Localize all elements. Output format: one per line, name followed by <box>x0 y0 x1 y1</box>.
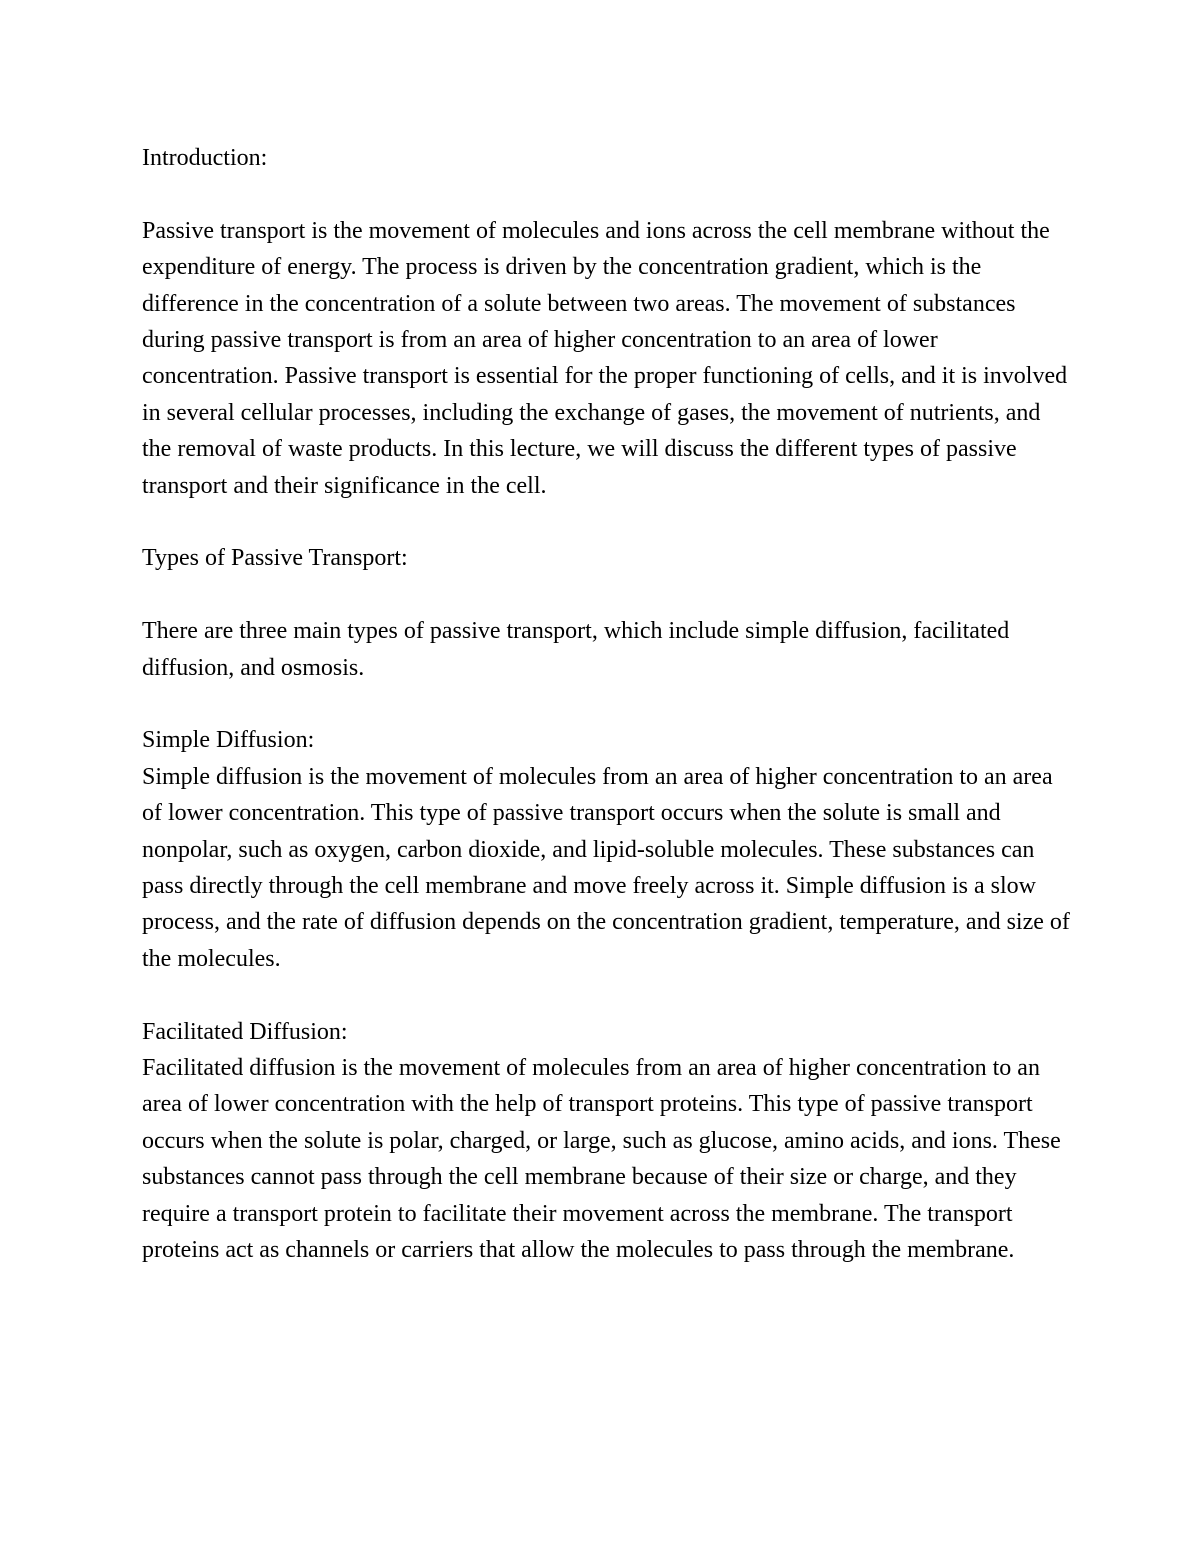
simple-diffusion-heading: Simple Diffusion: <box>142 727 315 754</box>
document-body <box>142 140 1072 1269</box>
facilitated-diffusion-heading: Facilitated Diffusion: <box>142 1018 348 1045</box>
types-heading: Types of Passive Transport: <box>142 545 408 572</box>
blank-line <box>142 504 1072 540</box>
intro-heading: Introduction: <box>142 145 268 171</box>
blank-line <box>142 176 1072 212</box>
blank-line <box>142 577 1072 613</box>
types-paragraph: There are three main types of passive transport, which include simple diffusion, facilitated diffusion, and osmosis. <box>142 618 1010 681</box>
blank-line <box>142 686 1072 722</box>
intro-paragraph: Passive transport is the movement of molecules and ions across the cell membrane without the expenditure of energy. The process is driven by the concentration gradient, which is the difference in the concentration of a solute between two areas. The movement of substances during passive transport is from an area of higher concentration to an area of lower concentration. Passive transport is essential for the proper functioning of cells, and it is involved in several cellular processes, including the exchange of gases, the movement of nutrients, and the removal of waste products. In this lecture, we will discuss the different types of passive transport and their significance in the cell. <box>142 217 1068 499</box>
facilitated-diffusion-paragraph: Facilitated diffusion is the movement of molecules from an area of higher concentration to an area of lower concentration with the help of transport proteins. This type of passive transport occurs when the solute is polar, charged, or large, such as glucose, amino acids, and ions. These substances cannot pass through the cell membrane because of their size or charge, and they require a transport protein to facilitate their movement across the membrane. The transport proteins act as channels or carriers that allow the molecules to pass through the membrane. <box>142 1055 1061 1264</box>
blank-line <box>142 977 1072 1013</box>
simple-diffusion-paragraph: Simple diffusion is the movement of molecules from an area of higher concentration to an area of lower concentration. This type of passive transport occurs when the solute is small and nonpolar, such as oxygen, carbon dioxide, and lipid-soluble molecules. These substances can pass directly through the cell membrane and move freely across it. Simple diffusion is a slow process, and the rate of diffusion depends on the concentration gradient, temperature, and size of the molecules. <box>142 763 1070 972</box>
